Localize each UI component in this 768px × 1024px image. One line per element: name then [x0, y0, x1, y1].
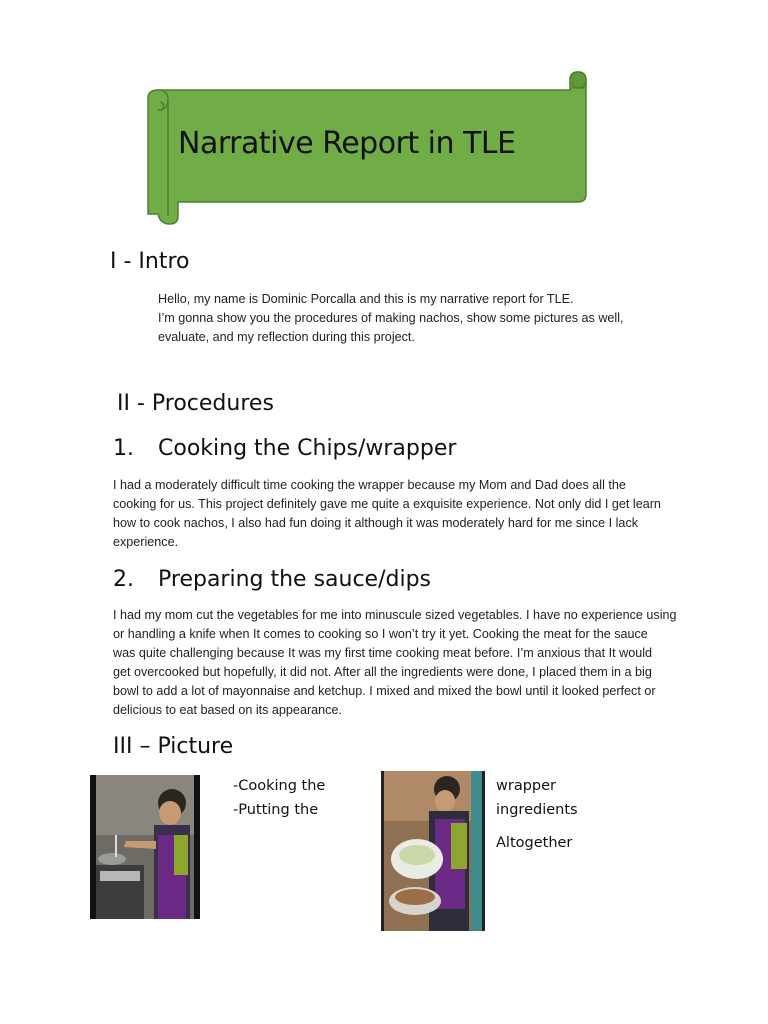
step-2-paragraph — [113, 606, 677, 720]
step-2-number: 2. — [113, 567, 134, 592]
intro-line: I’m gonna show you the procedures of making nachos, show some pictures as well, — [158, 311, 624, 325]
step-2-line: delicious to eat based on its appearance. — [113, 703, 342, 717]
step-2-line: bowl to add a lot of mayonnaise and ketchup. I mixed and mixed the bowl until it looked perfect or — [113, 684, 656, 698]
picture-heading: III – Picture — [113, 734, 234, 759]
intro-line: Hello, my name is Dominic Porcalla and this is my narrative report for TLE. — [158, 292, 574, 306]
step-1-line: experience. — [113, 535, 179, 549]
caption-right-1: wrapper — [496, 778, 556, 794]
photo-cooking-wrapper — [90, 775, 200, 919]
intro-heading: I - Intro — [110, 249, 190, 274]
step-2-line: was quite challenging because It was my first time cooking meat before. I’m anxious that It would — [113, 646, 652, 660]
step-1-title: Cooking the Chips/wrapper — [158, 436, 457, 461]
step-1-paragraph — [113, 476, 661, 552]
page-title: Narrative Report in TLE — [178, 126, 516, 161]
step-2-line: or handling a knife when It comes to cooking so I won’t try it yet. Cooking the meat for the sauce — [113, 627, 648, 641]
step-1-number: 1. — [113, 436, 134, 461]
caption-left-1: -Cooking the — [233, 778, 326, 794]
intro-paragraph — [158, 290, 624, 347]
intro-line: evaluate, and my reflection during this project. — [158, 330, 415, 344]
caption-right-3: Altogether — [496, 835, 573, 851]
caption-left-2: -Putting the — [233, 802, 319, 818]
photo-putting-ingredients — [381, 771, 485, 931]
step-2-line: I had my mom cut the vegetables for me into minuscule sized vegetables. I have no experience using — [113, 608, 677, 622]
step-1-line: I had a moderately difficult time cooking the wrapper because my Mom and Dad does all the — [113, 478, 626, 492]
step-1-line: how to cook nachos, I also had fun doing it although it was moderately hard for me since I lack — [113, 516, 639, 530]
step-1-line: cooking for us. This project definitely gave me quite a exquisite experience. Not only did I get learn — [113, 497, 661, 511]
procedures-heading: II - Procedures — [117, 391, 274, 416]
step-2-line: get overcooked but hopefully, it did not. After all the ingredients were done, I placed them in a big — [113, 665, 652, 679]
step-2-title: Preparing the sauce/dips — [158, 567, 432, 592]
caption-right-2: ingredients — [496, 802, 578, 818]
